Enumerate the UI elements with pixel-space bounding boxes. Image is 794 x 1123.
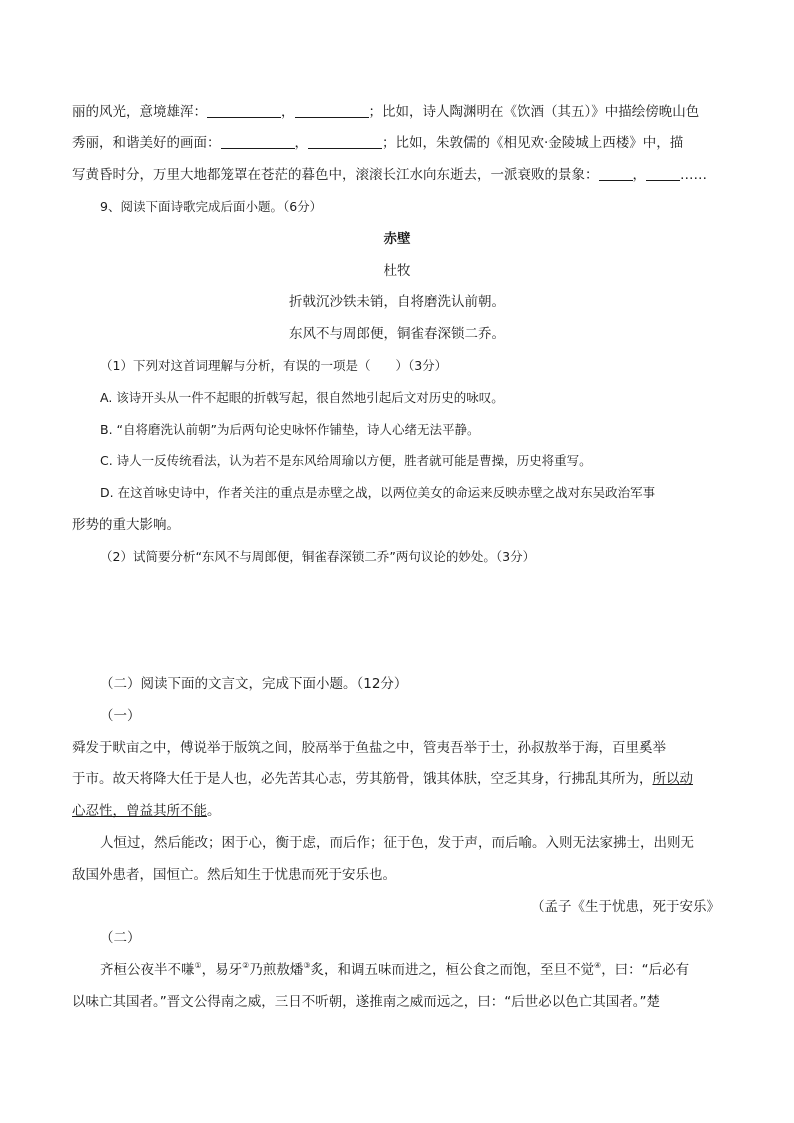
text: ，易牙	[201, 962, 243, 978]
poem-author: 杜牧	[383, 263, 411, 279]
part-2-label: （二）	[100, 930, 141, 946]
poem-line-2: 东风不与周郎便，铜雀春深锁二乔。	[289, 326, 505, 342]
passage-3-line-1	[100, 960, 689, 980]
answer-blank[interactable]	[646, 166, 680, 181]
option-d-line-2: 形势的重大影响。	[72, 517, 180, 533]
classical-heading: （二）阅读下面的文言文，完成下面小题。（12分）	[100, 676, 408, 692]
answer-blank[interactable]	[295, 103, 369, 118]
fill-blank-line-3	[72, 165, 707, 185]
passage-1-line-3	[72, 801, 221, 821]
option-c[interactable]: C. 诗人一反传统看法，认为若不是东风给周瑜以方便，胜者就可能是曹操，历史将重写。	[100, 453, 592, 468]
footnote-marker[interactable]: ①	[194, 961, 202, 970]
fill-blank-line-1	[72, 102, 699, 122]
text: 。	[207, 803, 221, 819]
part-1-label: （一）	[100, 708, 141, 724]
footnote-marker[interactable]: ③	[303, 961, 311, 970]
passage-3-line-2: 以味亡其国者。”晋文公得南之威，三日不听朝，遂推南之威而远之，曰：“后世必以色亡其国者。”楚	[72, 994, 660, 1010]
text: 乃煎敖燔	[249, 962, 304, 978]
question-9-heading: 9、阅读下面诗歌完成后面小题。（6分）	[100, 199, 323, 214]
footnote-marker[interactable]: ④	[594, 961, 602, 970]
fill-blank-line-2	[72, 133, 683, 153]
text: 丽的风光，意境雄浑：	[72, 104, 207, 120]
passage-source: （孟子《生于忧患，死于安乐》	[531, 899, 720, 915]
text: 于市。故天将降大任于是人也，必先苦其心志，劳其筋骨，饿其体肤，空乏其身，行拂乱其所为，	[72, 771, 653, 787]
text: ，	[294, 135, 308, 151]
underlined-phrase: 所以动	[652, 771, 693, 787]
sub-question-2: （2）试简要分析“东风不与周郎便，铜雀春深锁二乔”两句议论的妙处。（3分）	[100, 549, 536, 564]
passage-1-line-1: 舜发于畎亩之中，傅说举于版筑之间，胶鬲举于鱼盐之中，管夷吾举于士，孙叔敖举于海，百里奚举	[72, 740, 666, 756]
text: 炙，和调五味而进之，桓公食之而饱，至旦不觉	[310, 962, 595, 978]
text: ，	[281, 104, 295, 120]
option-a[interactable]: A. 该诗开头从一件不起眼的折戟写起，很自然地引起后文对历史的咏叹。	[100, 390, 504, 405]
text: 秀丽，和谐美好的画面：	[72, 135, 221, 151]
option-b[interactable]: B. “自将磨洗认前朝”为后两句论史咏怀作铺垫，诗人心绪无法平静。	[100, 422, 480, 437]
underlined-phrase: 心忍性，曾益其所不能	[72, 803, 207, 819]
text: ，曰：“后必有	[601, 962, 690, 978]
answer-blank[interactable]	[308, 134, 382, 149]
answer-blank[interactable]	[221, 134, 295, 149]
text: 写黄昏时分，万里大地都笼罩在苍茫的暮色中，滚滚长江水向东逝去，一派衰败的景象：	[72, 167, 599, 183]
answer-blank[interactable]	[207, 103, 281, 118]
text: 齐桓公夜半不嗛	[100, 962, 195, 978]
passage-2-line-1: 人恒过，然后能改；困于心，衡于虑，而后作；征于色，发于声，而后喻。入则无法家拂士，出则无	[100, 835, 694, 851]
passage-2-line-2: 敌国外患者，国恒亡。然后知生于忧患而死于安乐也。	[72, 867, 396, 883]
option-d-line-1[interactable]: D. 在这首咏史诗中，作者关注的重点是赤壁之战，以两位美女的命运来反映赤壁之战对东吴政治军事	[100, 485, 656, 500]
footnote-marker[interactable]: ②	[242, 961, 250, 970]
text: ……	[680, 167, 707, 183]
answer-blank[interactable]	[599, 166, 633, 181]
poem-line-1: 折戟沉沙铁未销，自将磨洗认前朝。	[289, 294, 505, 310]
text: ，	[632, 167, 646, 183]
sub-question-1: （1）下列对这首词理解与分析，有误的一项是（ ）（3分）	[100, 358, 448, 373]
poem-title: 赤壁	[383, 231, 411, 247]
passage-1-line-2	[72, 769, 693, 789]
text: ；比如，诗人陶渊明在《饮酒（其五）》中描绘傍晚山色	[368, 104, 700, 120]
text: ；比如，朱敦儒的《相见欢·金陵城上西楼》中，描	[382, 135, 684, 151]
